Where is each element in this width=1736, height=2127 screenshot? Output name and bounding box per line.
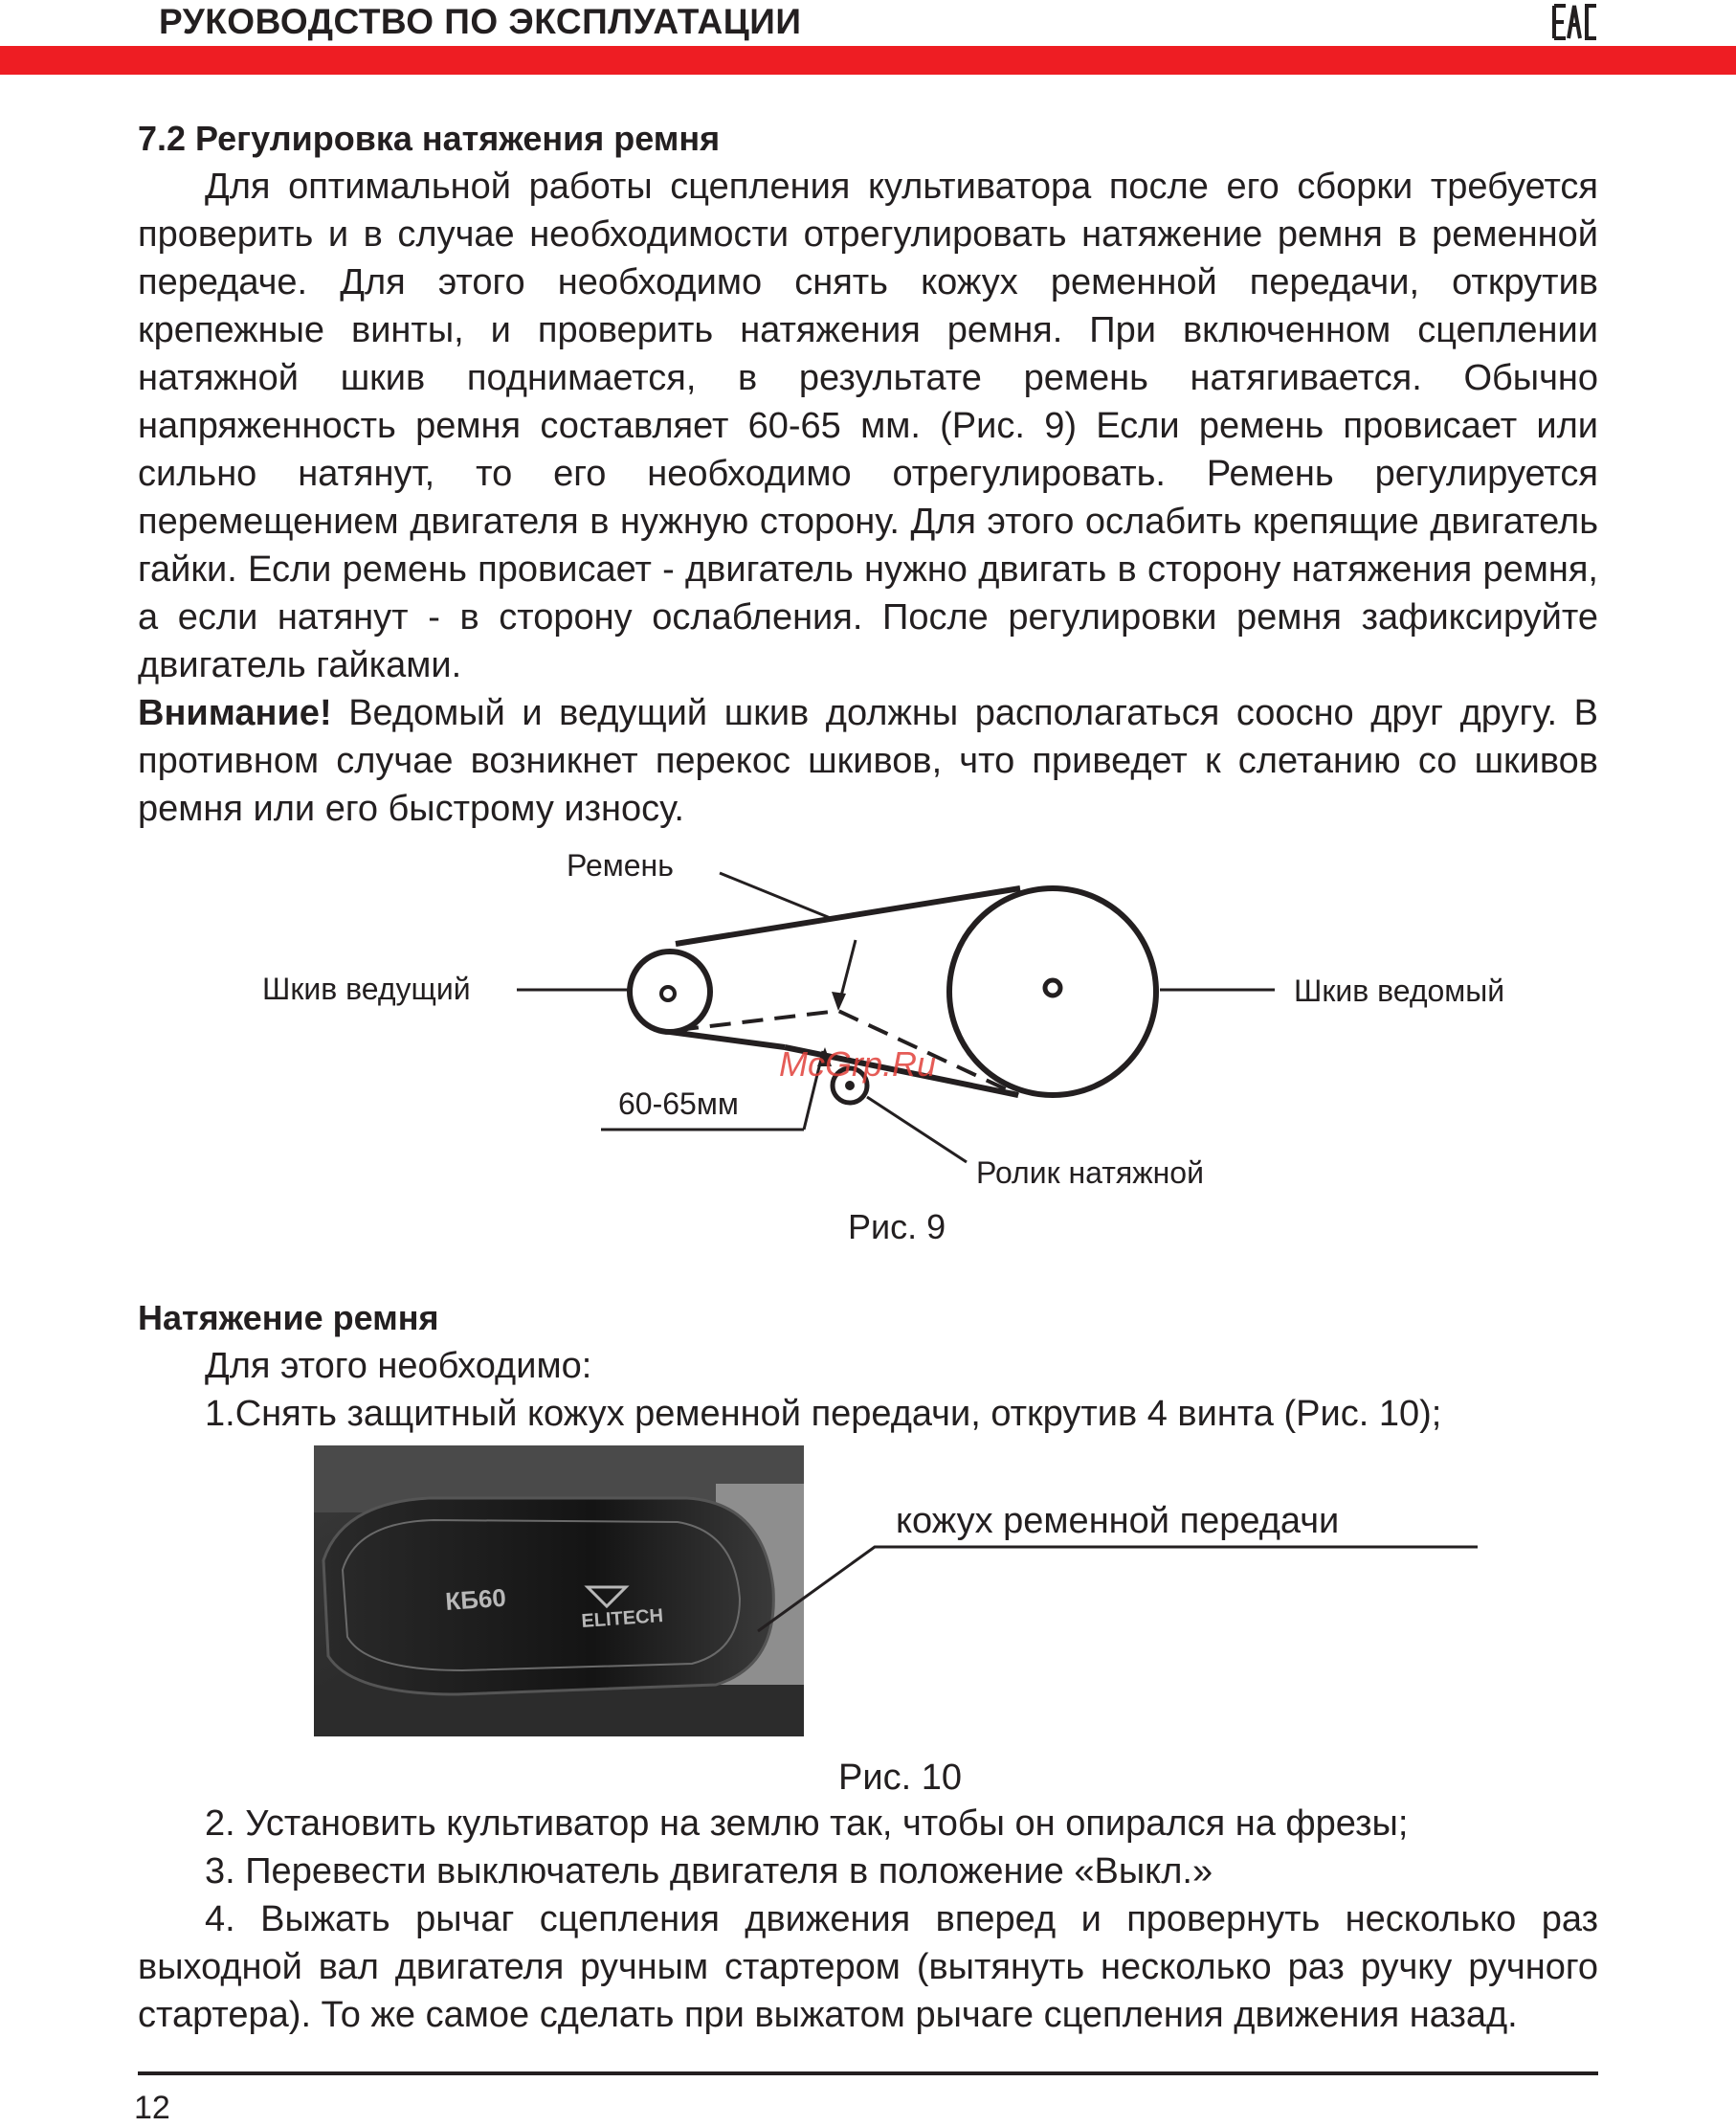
cover-brand-text: ELITECH [580,1605,664,1632]
footer-rule [138,2071,1598,2075]
tension-arrowhead-upper [832,992,846,1011]
step-3: 3. Перевести выключатель двигателя в положение «Выкл.» [205,1851,1213,1892]
leader-belt [720,873,833,919]
cover-model-text: КБ60 [444,1582,507,1616]
section-belt-tension [138,1294,1598,1438]
label-drive-pulley: Шкив ведущий [262,972,471,1006]
body-paragraph: Для оптимальной работы сцепления культиватора после его сборки требуется проверить и в случае необходимости отрегулировать натяжение ремня в ременной передаче. Для этого необходимо снять кожух ременной передачи, открутив крепежные винты, и проверить натяжения ремня. При включенном сцеплении натяжной шкив поднимается, в результате ремень натягивается. Обычно напряженность ремня составляет 60-65 мм. (Рис. 9) Если ремень провисает или сильно натянут, то его необходимо отрегулировать. Ремень регулируется перемещением двигателя в нужную сторону. Для этого ослабить крепящие двигатель гайки. Если ремень провисает - двигатель нужно двигать в сторону натяжения ремня, а если натянут - в сторону ослабления. После регулировки ремня зафиксируйте двигатель гайками. [138,167,1598,685]
figure-9-caption: Рис. 9 [848,1207,946,1246]
cover-callout-label: кожух ременной передачи [896,1501,1340,1541]
intro-text: Для этого необходимо: [205,1346,592,1386]
label-driven-pulley: Шкив ведомый [1294,974,1505,1008]
drive-pulley-hub [661,987,675,1000]
label-belt: Ремень [567,848,674,883]
steps-list [138,1800,1598,2039]
cover-callout-line [750,1532,1478,1637]
section-heading: 7.2 Регулировка натяжения ремня [138,119,721,158]
step-1: 1.Снять защитный кожух ременной передачи, открутив 4 винта (Рис. 10); [205,1394,1442,1434]
page-header-title: РУКОВОДСТВО ПО ЭКСПЛУАТАЦИИ [159,2,802,41]
warning-text: Ведомый и ведущий шкив должны располагаться соосно друг другу. В противном случае возникнет перекос шкивов, что приведет к слетанию со шкивов ремня или его быстрому износу. [138,693,1598,829]
label-tension: 60-65мм [618,1086,739,1121]
driven-pulley-hub [1045,980,1060,996]
section-heading: Натяжение ремня [138,1298,439,1337]
warning-label: Внимание! [138,693,332,733]
page-number: 12 [134,2090,170,2126]
label-idler: Ролик натяжной [976,1155,1204,1190]
leader-idler [867,1097,967,1162]
belt-cover-photo [314,1445,804,1736]
belt-bottom-line [670,1032,785,1047]
step-4: 4. Выжать рычаг сцепления движения вперед и провернуть несколько раз выходной вал двигателя ручным стартером (вытянуть несколько раз ручку ручного стартера). То же самое сделать при выжатом рычаге сцепления движения назад. [138,1899,1598,2035]
figure-10-caption: Рис. 10 [838,1758,962,1798]
watermark: McGrp.Ru [779,1044,937,1084]
step-2: 2. Установить культиватор на землю так, чтобы он опирался на фрезы; [205,1803,1409,1844]
